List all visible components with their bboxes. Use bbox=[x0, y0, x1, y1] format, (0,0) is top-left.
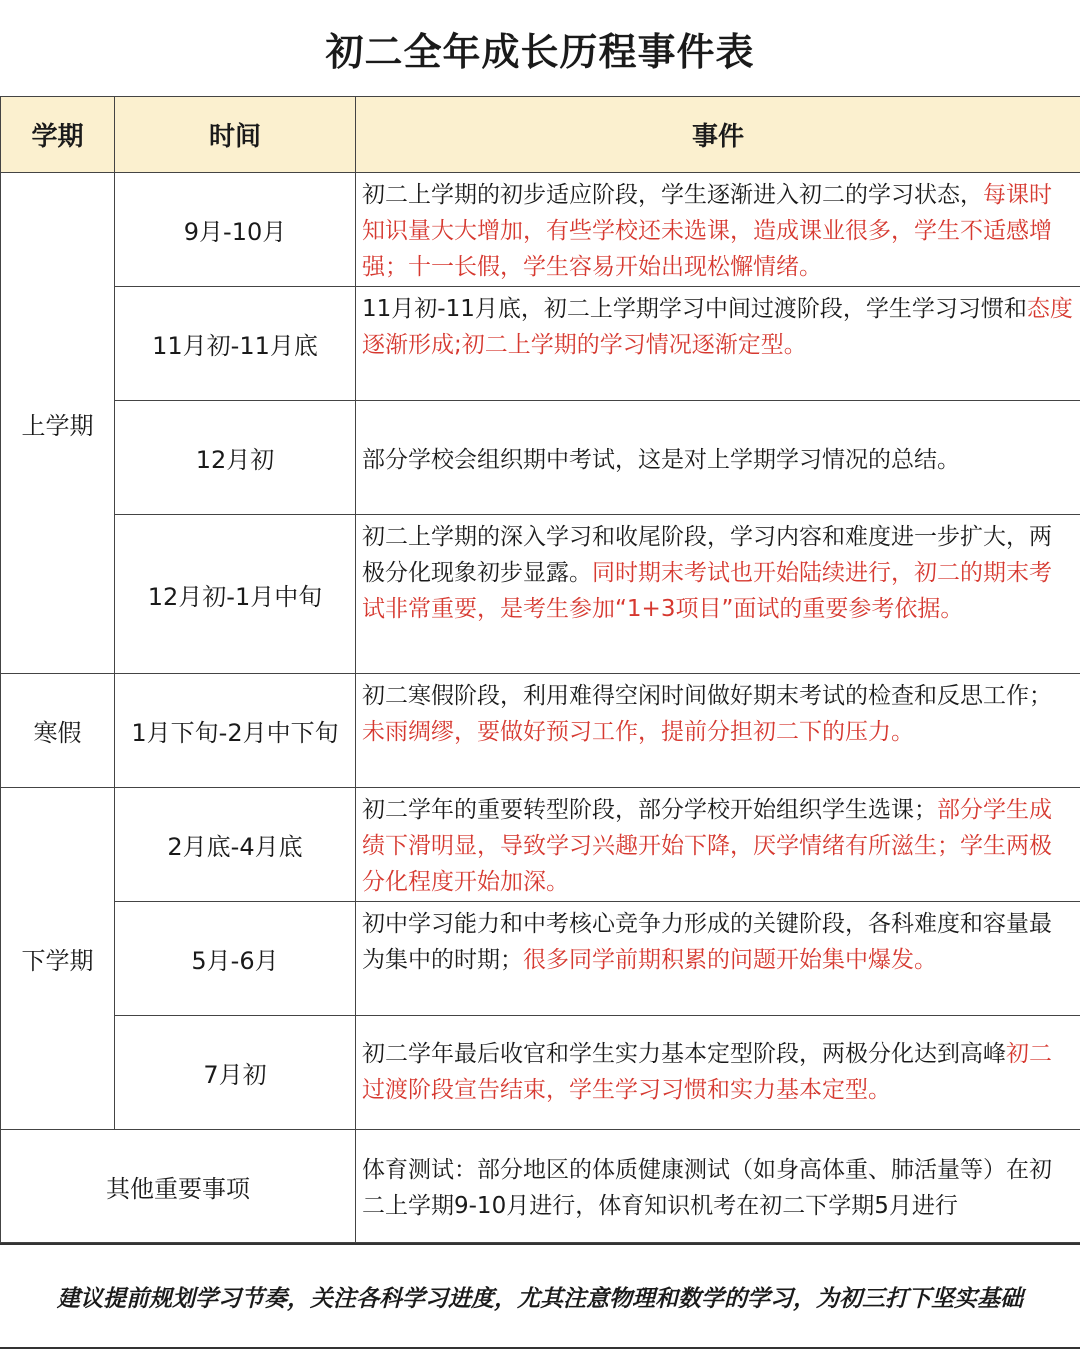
event-highlight: 未雨绸缪，要做好预习工作，提前分担初二下的压力。 bbox=[362, 719, 914, 745]
table-row bbox=[1, 902, 1080, 1016]
table-header-row bbox=[1, 97, 1080, 173]
row-event bbox=[356, 1130, 1080, 1243]
other-matters-label: 其他重要事项 bbox=[1, 1130, 356, 1243]
page-title: 初二全年成长历程事件表 bbox=[0, 0, 1080, 98]
row-time: 12月初 bbox=[115, 401, 356, 515]
row-time: 7月初 bbox=[115, 1016, 356, 1130]
event-text: 初二寒假阶段，利用难得空闲时间做好期末考试的检查和反思工作； bbox=[362, 683, 1052, 709]
event-highlight: 很多同学前期积累的问题开始集中爆发。 bbox=[523, 947, 937, 973]
table-row bbox=[1, 788, 1080, 902]
events-table bbox=[0, 96, 1080, 1243]
term-winter: 寒假 bbox=[1, 674, 115, 788]
header-time: 时间 bbox=[115, 97, 356, 173]
event-text: 11月初-11月底，初二上学期学习中间过渡阶段，学生学习习惯和 bbox=[362, 296, 1027, 322]
term-first: 上学期 bbox=[1, 173, 115, 674]
event-text: 初二上学期的初步适应阶段，学生逐渐进入初二的学习状态， bbox=[362, 182, 983, 208]
event-highlight: 初二过渡阶段宣告结束，学生学习习惯和实力基本定型。 bbox=[362, 1041, 1052, 1103]
table-row bbox=[1, 674, 1080, 788]
row-time: 5月-6月 bbox=[115, 902, 356, 1016]
event-highlight: 每课时知识量大大增加，有些学校还未选课，造成课业很多，学生不适感增强；十一长假，学生容易开始出现松懈情绪。 bbox=[362, 182, 1052, 280]
row-event bbox=[356, 287, 1080, 401]
table-row bbox=[1, 401, 1080, 515]
table-row bbox=[1, 287, 1080, 401]
row-time: 2月底-4月底 bbox=[115, 788, 356, 902]
footer-advice: 建议提前规划学习节奏，关注各科学习进度，尤其注意物理和数学的学习，为初三打下坚实基础 bbox=[0, 1243, 1080, 1349]
row-event bbox=[356, 788, 1080, 902]
table-row bbox=[1, 1130, 1080, 1243]
row-event bbox=[356, 674, 1080, 788]
table-row bbox=[1, 1016, 1080, 1130]
row-time: 11月初-11月底 bbox=[115, 287, 356, 401]
event-text: 体育测试：部分地区的体质健康测试（如身高体重、肺活量等）在初二上学期9-10月进行，体育知识机考在初二下学期5月进行 bbox=[362, 1157, 1052, 1219]
event-text: 初中学习能力和中考核心竞争力形成的关键阶段，各科难度和容量最为集中的时期； bbox=[362, 911, 1052, 973]
term-second: 下学期 bbox=[1, 788, 115, 1130]
table-row bbox=[1, 515, 1080, 674]
event-highlight: 部分学生成绩下滑明显，导致学习兴趣开始下降，厌学情绪有所滋生；学生两极分化程度开始加深。 bbox=[362, 797, 1052, 895]
table-row bbox=[1, 173, 1080, 287]
header-term: 学期 bbox=[1, 97, 115, 173]
row-event bbox=[356, 1016, 1080, 1130]
event-highlight: 态度逐渐形成;初二上学期的学习情况逐渐定型。 bbox=[362, 296, 1073, 358]
event-text: 初二上学期的深入学习和收尾阶段，学习内容和难度进一步扩大，两极分化现象初步显露。 bbox=[362, 524, 1052, 586]
row-time: 1月下旬-2月中下旬 bbox=[115, 674, 356, 788]
event-highlight: 同时期末考试也开始陆续进行，初二的期末考试非常重要，是考生参加“1+3项目”面试的重要参考依据。 bbox=[362, 560, 1052, 622]
event-text: 初二学年最后收官和学生实力基本定型阶段，两极分化达到高峰 bbox=[362, 1041, 1006, 1067]
row-event bbox=[356, 401, 1080, 515]
row-event bbox=[356, 902, 1080, 1016]
row-event bbox=[356, 515, 1080, 674]
event-text: 初二学年的重要转型阶段，部分学校开始组织学生选课； bbox=[362, 797, 937, 823]
row-event bbox=[356, 173, 1080, 287]
row-time: 12月初-1月中旬 bbox=[115, 515, 356, 674]
row-time: 9月-10月 bbox=[115, 173, 356, 287]
event-text: 部分学校会组织期中考试，这是对上学期学习情况的总结。 bbox=[362, 446, 960, 473]
header-event: 事件 bbox=[356, 97, 1080, 173]
